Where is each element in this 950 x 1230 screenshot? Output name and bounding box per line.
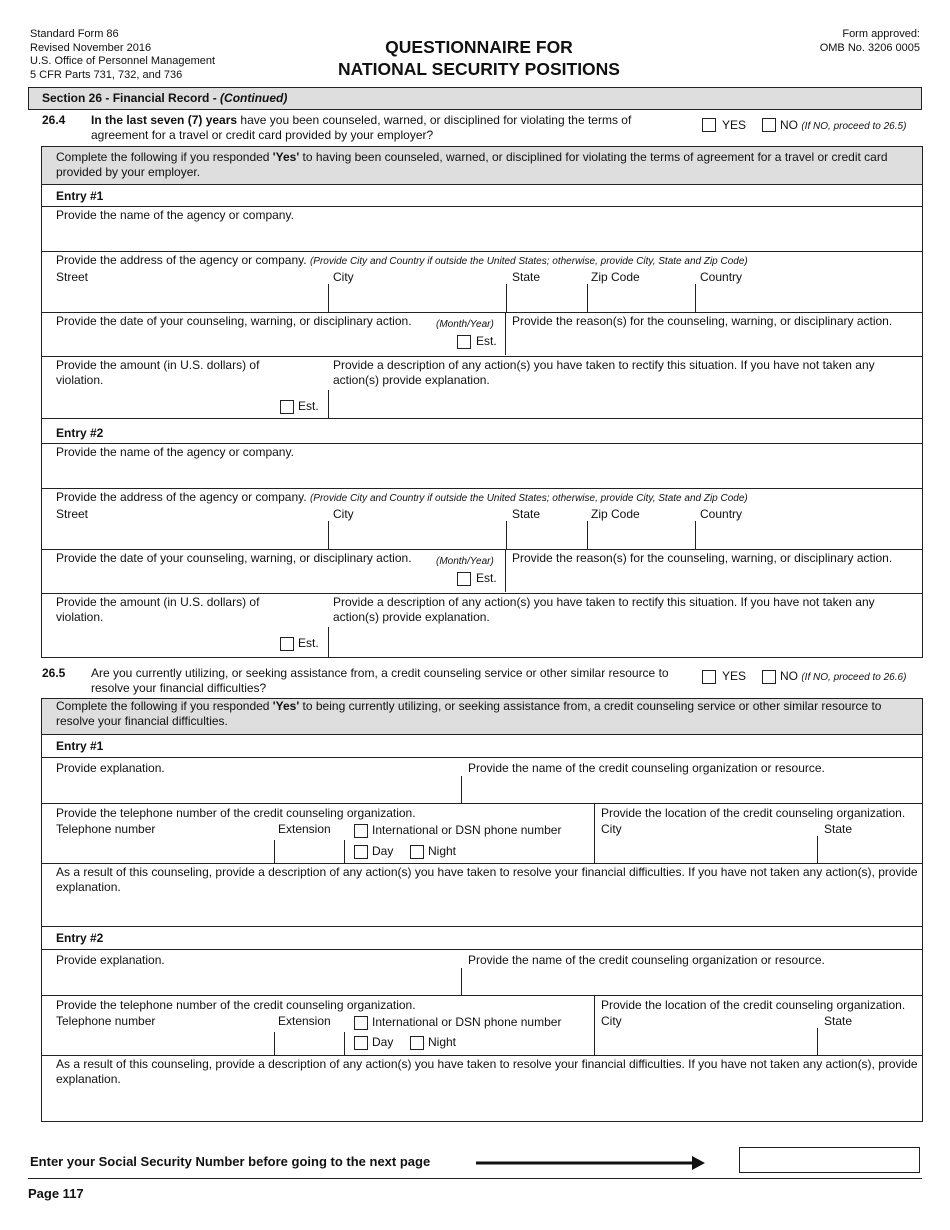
yes-checkbox[interactable] (702, 118, 716, 132)
country-label: Country (700, 507, 743, 521)
country-select[interactable] (696, 522, 922, 548)
state-select[interactable] (507, 285, 586, 311)
result-label: As a result of this counseling, provide a description of any action(s) you have taken to resolve your financial difficulties. If you have not taken any action(s), provide explanation. (56, 865, 918, 894)
section-header (28, 87, 922, 110)
state-select[interactable] (818, 1029, 922, 1054)
date-label: Provide the date of your counseling, warning, or disciplinary action. (56, 551, 412, 565)
phone-label: Provide the telephone number of the credit counseling organization. (56, 806, 416, 820)
date-label: Provide the date of your counseling, warning, or disciplinary action. (56, 314, 412, 328)
night-checkbox[interactable] (410, 845, 424, 859)
result-label: As a result of this counseling, provide a description of any action(s) you have taken to resolve your financial difficulties. If you have not taken any action(s), provide explanation. (56, 1057, 918, 1086)
form-id-line: Revised November 2016 (30, 41, 152, 54)
entry-title: Entry #2 (56, 931, 104, 945)
street-label: Street (56, 270, 89, 284)
state-label: State (512, 270, 541, 284)
extension-label: Extension (278, 1014, 331, 1028)
ssn-prompt: Enter your Social Security Number before going to the next page (30, 1154, 431, 1169)
reason-label: Provide the reason(s) for the counseling, warning, or disciplinary action. (512, 314, 893, 328)
state-select[interactable] (818, 837, 922, 862)
section-title: Section 26 - Financial Record - (42, 91, 221, 105)
amount-input[interactable] (56, 396, 271, 416)
country-label: Country (700, 270, 743, 284)
page-title (0, 36, 950, 80)
day-checkbox[interactable] (354, 1036, 368, 1050)
org-name-input[interactable] (462, 776, 922, 802)
ssn-input[interactable] (739, 1147, 920, 1173)
no-label: NO (If NO, proceed to 26.6) (780, 669, 907, 683)
form-id-line: Standard Form 86 (30, 28, 119, 40)
yes-checkbox[interactable] (702, 670, 716, 684)
city-label: City (601, 822, 622, 836)
zip-input[interactable] (588, 285, 694, 311)
result-input[interactable] (42, 1088, 922, 1121)
agency-name-label: Provide the name of the agency or company. (56, 445, 294, 459)
est-label: Est. (476, 571, 497, 585)
state-select[interactable] (507, 522, 586, 548)
city-label: City (333, 507, 354, 521)
arrow-icon (476, 1155, 706, 1171)
explanation-input[interactable] (42, 776, 460, 802)
state-label: State (824, 822, 853, 836)
agency-name-label: Provide the name of the agency or company. (56, 208, 294, 222)
night-label: Night (428, 1035, 457, 1049)
telephone-input[interactable] (42, 1032, 273, 1054)
est-label: Est. (298, 636, 319, 650)
org-name-input[interactable] (462, 968, 922, 994)
result-input[interactable] (42, 896, 922, 926)
amount-input[interactable] (56, 633, 271, 653)
amount-label: Provide the amount (in U.S. dollars) of violation. (56, 358, 260, 387)
zip-label: Zip Code (591, 270, 640, 284)
zip-label: Zip Code (591, 507, 640, 521)
yes-label: YES (722, 669, 747, 683)
rectify-description-label: Provide a description of any action(s) you have taken to rectify this situation. If you have not taken any action(s) provide explanation. (333, 595, 875, 624)
org-name-label: Provide the name of the credit counseling organization or resource. (468, 761, 825, 775)
amount-est-checkbox[interactable] (280, 400, 294, 414)
street-input[interactable] (42, 522, 327, 548)
street-input[interactable] (42, 285, 327, 311)
month-year-hint: (Month/Year) (436, 319, 494, 330)
omb-approval (820, 28, 920, 55)
telephone-label: Telephone number (56, 1014, 156, 1028)
question-number: 26.5 (42, 666, 66, 680)
entry-title: Entry #1 (56, 189, 104, 203)
reason-input[interactable] (506, 567, 922, 592)
city-label: City (601, 1014, 622, 1028)
form-id-line: 5 CFR Parts 731, 732, and 736 (30, 68, 183, 81)
date-est-checkbox[interactable] (457, 335, 471, 349)
question-text: Are you currently utilizing, or seeking assistance from, a credit counseling service or other similar resource to resolve your financial difficulties? (91, 666, 669, 695)
explanation-label: Provide explanation. (56, 761, 165, 775)
telephone-input[interactable] (42, 840, 273, 862)
question-number: 26.4 (42, 113, 66, 127)
day-label: Day (372, 1035, 394, 1049)
zip-input[interactable] (588, 522, 694, 548)
date-est-checkbox[interactable] (457, 572, 471, 586)
agency-name-input[interactable] (42, 459, 922, 487)
form-id-line: U.S. Office of Personnel Management (30, 55, 216, 67)
international-checkbox[interactable] (354, 1016, 368, 1030)
agency-name-input[interactable] (42, 222, 922, 250)
no-checkbox[interactable] (762, 118, 776, 132)
location-label: Provide the location of the credit counseling organization. (601, 806, 906, 820)
city-label: City (333, 270, 354, 284)
amount-est-checkbox[interactable] (280, 637, 294, 651)
page-number: Page 117 (28, 1186, 84, 1201)
est-label: Est. (476, 334, 497, 348)
state-label: State (824, 1014, 853, 1028)
amount-label: Provide the amount (in U.S. dollars) of violation. (56, 595, 260, 624)
explanation-input[interactable] (42, 968, 460, 994)
city-input[interactable] (329, 522, 505, 548)
no-label: NO (If NO, proceed to 26.5) (780, 118, 907, 132)
night-checkbox[interactable] (410, 1036, 424, 1050)
day-label: Day (372, 844, 394, 858)
no-checkbox[interactable] (762, 670, 776, 684)
night-label: Night (428, 844, 457, 858)
approval-line-2: OMB No. 3206 0005 (819, 41, 920, 54)
reason-label: Provide the reason(s) for the counseling, warning, or disciplinary action. (512, 551, 893, 565)
agency-address-label: Provide the address of the agency or company. (Provide City and Country if outside the United States; otherwise, provide City, State and Zip Code) (56, 490, 748, 504)
telephone-label: Telephone number (56, 822, 156, 836)
international-label: International or DSN phone number (372, 823, 562, 837)
approval-line-1: Form approved: (842, 28, 920, 40)
rectify-description-input[interactable] (329, 627, 922, 657)
street-label: Street (56, 507, 89, 521)
entry-title: Entry #2 (56, 426, 104, 440)
title-line-1: QUESTIONNAIRE FOR (385, 37, 573, 57)
city-input[interactable] (329, 285, 505, 311)
extension-input[interactable] (275, 1032, 343, 1054)
explanation-label: Provide explanation. (56, 953, 165, 967)
extension-label: Extension (278, 822, 331, 836)
reason-input[interactable] (506, 330, 922, 355)
country-select[interactable] (696, 285, 922, 311)
city-input[interactable] (595, 837, 816, 862)
yes-label: YES (722, 118, 747, 132)
rectify-description-input[interactable] (329, 390, 922, 418)
q264-instruction-text: Complete the following if you responded 'Yes' to having been counseled, warned, or disciplined for violating the terms of agreement for a travel or credit card provided by your employer. (56, 150, 888, 179)
agency-address-label: Provide the address of the agency or company. (Provide City and Country if outside the United States; otherwise, provide City, State and Zip Code) (56, 253, 748, 267)
question-text: In the last seven (7) years have you been counseled, warned, or disciplined for violating the terms of agreement for a travel or credit card provided by your employer? (91, 113, 632, 142)
phone-label: Provide the telephone number of the credit counseling organization. (56, 998, 416, 1012)
international-checkbox[interactable] (354, 824, 368, 838)
title-line-2: NATIONAL SECURITY POSITIONS (338, 59, 620, 79)
state-label: State (512, 507, 541, 521)
day-checkbox[interactable] (354, 845, 368, 859)
est-label: Est. (298, 399, 319, 413)
rectify-description-label: Provide a description of any action(s) you have taken to rectify this situation. If you have not taken any action(s) provide explanation. (333, 358, 875, 387)
city-input[interactable] (595, 1029, 816, 1054)
section-continued: (Continued) (220, 91, 288, 105)
month-year-hint: (Month/Year) (436, 556, 494, 567)
international-label: International or DSN phone number (372, 1015, 562, 1029)
location-label: Provide the location of the credit counseling organization. (601, 998, 906, 1012)
extension-input[interactable] (275, 840, 343, 862)
q265-instruction-text: Complete the following if you responded 'Yes' to being currently utilizing, or seeking assistance from, a credit counseling service or other similar resource to resolve your financial difficulties. (56, 699, 882, 728)
entry-title: Entry #1 (56, 739, 104, 753)
org-name-label: Provide the name of the credit counseling organization or resource. (468, 953, 825, 967)
